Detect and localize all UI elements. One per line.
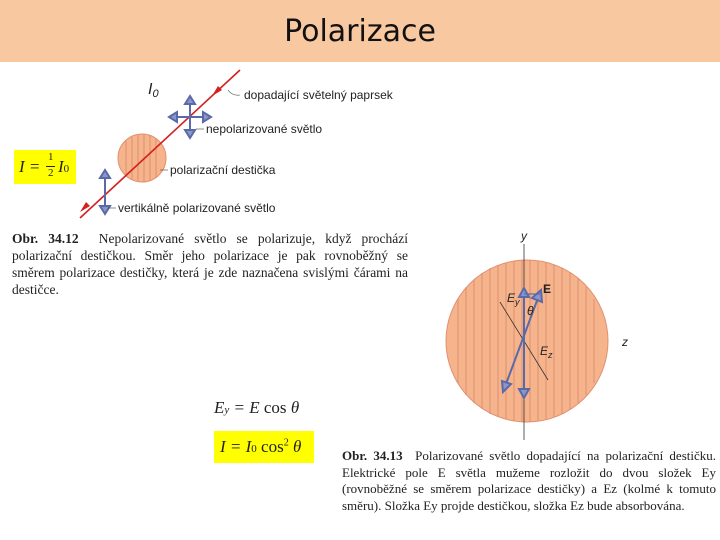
y-axis-label: y — [521, 229, 527, 243]
formula-malus: I = I0 $\cos^2 \theta$ — [214, 431, 314, 463]
label-incident-ray: dopadající světelný paprsek — [244, 88, 393, 102]
polarizing-plate-large — [446, 260, 608, 422]
Ez-label: $E_z$ — [540, 344, 553, 360]
formula-ey: Ey = E cos θ — [214, 398, 300, 417]
label-plate: polarizační destička — [170, 163, 276, 177]
intensity-label: I0 — [148, 81, 159, 100]
figure-34-13 — [430, 225, 660, 455]
figure-34-12 — [0, 62, 440, 232]
E-label: E — [543, 282, 552, 296]
caption-34-13 — [342, 448, 716, 514]
label-unpolarized: nepolarizované světlo — [206, 122, 323, 136]
caption-34-12-text: Nepolarizované světlo se polarizuje, když prochází polarizační destičkou. Směr jeho polarizace je pak rovnoběžný se směrem polarizace destičky, která je zde naznačena svislými čárami na destičce. — [12, 231, 409, 297]
caption-34-12-number: Obr. 34.12 — [12, 231, 79, 246]
caption-34-12 — [12, 230, 408, 298]
z-axis-label: z — [622, 335, 628, 349]
label-vertical-polarized: vertikálně polarizované světlo — [118, 201, 276, 215]
caption-34-13-number: Obr. 34.13 — [342, 448, 403, 463]
theta-label: θ — [527, 304, 534, 318]
slide-title: Polarizace — [284, 14, 436, 49]
polarizing-plate — [118, 134, 166, 182]
formula-half-intensity: I = 1 2 I0 — [14, 150, 76, 184]
Ey-label: $E_y$ — [507, 291, 520, 307]
caption-34-13-text: Polarizované světlo dopadající na polarizační destičku. Elektrické pole E světla mužeme rozložit do dvou složek Ey (rovnoběžné se směrem polarizace destičky) a Ez (kolmé k tomuto směru). Složka Ey projde destičkou, složka Ez bude absorbována. — [342, 448, 717, 513]
